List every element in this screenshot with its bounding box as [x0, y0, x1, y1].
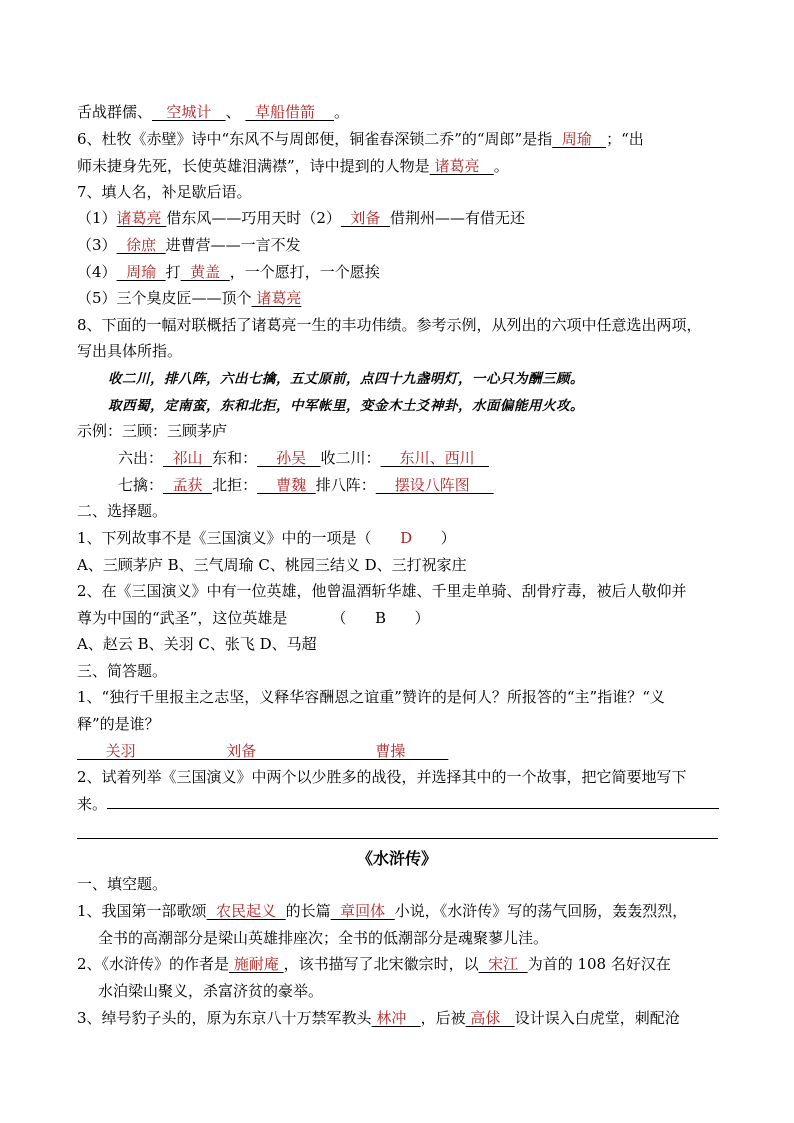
text: 尊为中国的“武圣”，这位英雄是 [77, 609, 288, 627]
text: （1） [77, 209, 117, 227]
answer-blank: 孙吴 [257, 449, 321, 467]
text: 全书的高潮部分是梁山英雄排座次；全书的低潮部分是魂聚蓼儿洼。 [98, 929, 549, 947]
text: 。 [334, 103, 350, 121]
text: 6、杜牧《赤壁》诗中“东风不与周郎便，铜雀春深锁二乔”的“周郎”是指 [77, 130, 553, 148]
answer-blank: 周瑜 [116, 263, 166, 281]
answer-blank: 黄盖 [180, 263, 230, 281]
text: 东和： [212, 449, 258, 467]
answer-blank: 摆设八阵图 [375, 476, 494, 494]
answer-blank: 诸葛亮 [251, 289, 302, 307]
answer-line [77, 740, 448, 762]
answer-blank: 农民起义 [206, 902, 286, 920]
answer-rule [77, 838, 718, 839]
section-heading [77, 500, 167, 522]
answer-blank: 诸葛亮 [116, 209, 167, 227]
answer-blank: 祁山 [163, 449, 213, 467]
text-line [77, 287, 301, 309]
text: 收二川，排八阵，六出七擒，五丈原前，点四十九盏明灯，一心只为酬三顾。 [108, 371, 584, 387]
text: 来。 [77, 795, 108, 813]
text: 取西蜀，定南蛮，东和北拒，中军帐里，变金木土爻神卦，水面偏能用火攻。 [108, 398, 584, 414]
text-line [77, 207, 525, 229]
answer-blank: 刘备 [340, 209, 390, 227]
answer-blank: 诸葛亮 [429, 157, 494, 175]
answer-blank: 曹魏 [257, 476, 316, 494]
text: 1、下列故事不是《三国演义》中的一项是（ [77, 529, 372, 547]
text-line [118, 474, 494, 496]
text: 7、填人名，补足歇后语。 [77, 183, 252, 201]
text: 、 [225, 103, 246, 121]
text: 小说，《水浒传》写的荡气回肠，轰轰烈烈， [394, 902, 688, 920]
text: 示例：三顾：三顾茅庐 [77, 422, 228, 440]
answer-blank: 高俅 [465, 1009, 515, 1027]
text: （3） [77, 236, 117, 254]
text: 进曹营——一言不发 [165, 236, 301, 254]
text: 2、在《三国演义》中有一位英雄，他曾温酒斩华雄、千里走单骑、刮骨疗毒，被后人敬仰并 [77, 582, 687, 600]
answer-underline [107, 794, 719, 809]
options-line [77, 554, 467, 576]
text: 借东风——巧用天时（2） [166, 209, 341, 227]
text: 1、我国第一部歌颂 [77, 902, 207, 920]
text: 为首的 108 名好汉在 [527, 955, 671, 973]
text-line [77, 766, 687, 788]
answer-blank: 周瑜 [552, 130, 607, 148]
text: 水泊梁山聚义，杀富济贫的豪举。 [98, 982, 324, 1000]
text-line [77, 261, 380, 283]
answer-blank: 林冲 [371, 1009, 421, 1027]
text: ；“出 [606, 130, 644, 148]
text: 的长篇 [285, 902, 331, 920]
text-line [77, 420, 227, 442]
text: 8、下面的一幅对联概括了诸葛亮一生的丰功伟绩。参考示例，从列出的六项中任意选出两项， [77, 316, 702, 334]
text-line [77, 1007, 680, 1029]
text: A、赵云 B、关羽 C、张飞 D、马超 [77, 635, 317, 653]
text-line [77, 953, 671, 975]
answer-blank: 孟获 [163, 476, 213, 494]
text: 二、选择题。 [77, 502, 168, 520]
text-line [77, 128, 644, 150]
text-line [77, 900, 687, 922]
text: （5）三个臭皮匠——顶个 [77, 289, 252, 307]
text: ） [440, 529, 456, 547]
section-heading [77, 873, 167, 895]
text: 1、“独行千里报主之志坚，义释华容酬恩之谊重”赞许的是何人？所报答的“主”指谁？“义 [77, 688, 665, 706]
couplet-line-1 [108, 368, 584, 390]
text-line [77, 713, 160, 735]
answer-blank: 徐庶 [116, 236, 166, 254]
options-line [77, 633, 317, 655]
text: 北拒： [212, 476, 258, 494]
text: ，该书描写了北宋徽宗时，以 [283, 955, 479, 973]
text: 七擒： [118, 476, 164, 494]
answer-blank: 施耐庵 [229, 955, 284, 973]
text-line [77, 155, 509, 177]
section-heading [77, 660, 167, 682]
text-line [77, 793, 719, 815]
text: 2、《水浒传》的作者是 [77, 955, 230, 973]
text: 舌战群儒、 [77, 103, 153, 121]
answer-blank: 空城计 [152, 103, 226, 121]
text-line [77, 686, 665, 708]
text: 。 [493, 157, 509, 175]
answer-bracket: （ B ） [331, 609, 430, 627]
text-line [77, 101, 349, 123]
text: 写出具体所指。 [77, 342, 183, 360]
couplet-line-2 [108, 395, 584, 417]
text: 一、填空题。 [77, 875, 168, 893]
text: ，一个愿打，一个愿挨 [229, 263, 380, 281]
text: 3、绰号豹子头的，原为东京八十万禁军教头 [77, 1009, 372, 1027]
text: 打 [165, 263, 181, 281]
text-line [77, 527, 456, 549]
answer-blank: 宋江 [478, 955, 528, 973]
text: 排八阵： [315, 476, 376, 494]
text-line [77, 234, 301, 256]
text: 设计误入白虎堂，刺配沧 [514, 1009, 680, 1027]
answer-blank: 关羽 刘备 曹操 [77, 742, 449, 760]
text: ，后被 [420, 1009, 466, 1027]
text-line [77, 340, 182, 362]
text: 2、试着列举《三国演义》中两个以少胜多的战役，并选择其中的一个故事，把它简要地写下 [77, 768, 687, 786]
text-line [98, 927, 548, 949]
text-line [77, 607, 430, 629]
text: 六出： [118, 449, 164, 467]
answer-blank: 草船借箭 [245, 103, 335, 121]
question-heading [77, 314, 702, 336]
answer: D [371, 529, 441, 547]
text-line [98, 980, 323, 1002]
text: 师未捷身先死，长使英雄泪满襟”，诗中提到的人物是 [77, 157, 430, 175]
text: （4） [77, 263, 117, 281]
text: 借荆州——有借无还 [389, 209, 525, 227]
answer-blank: 东川、西川 [380, 449, 489, 467]
text: 三、简答题。 [77, 662, 168, 680]
answer-blank: 章回体 [330, 902, 395, 920]
section-title: 《水浒传》 [356, 849, 437, 868]
text: 收二川： [320, 449, 381, 467]
text: 释”的是谁？ [77, 715, 160, 733]
question-heading [77, 181, 252, 203]
text-line [118, 447, 489, 469]
text-line [77, 580, 687, 602]
text: A、三顾茅庐 B、三气周瑜 C、桃园三结义 D、三打祝家庄 [77, 556, 467, 574]
